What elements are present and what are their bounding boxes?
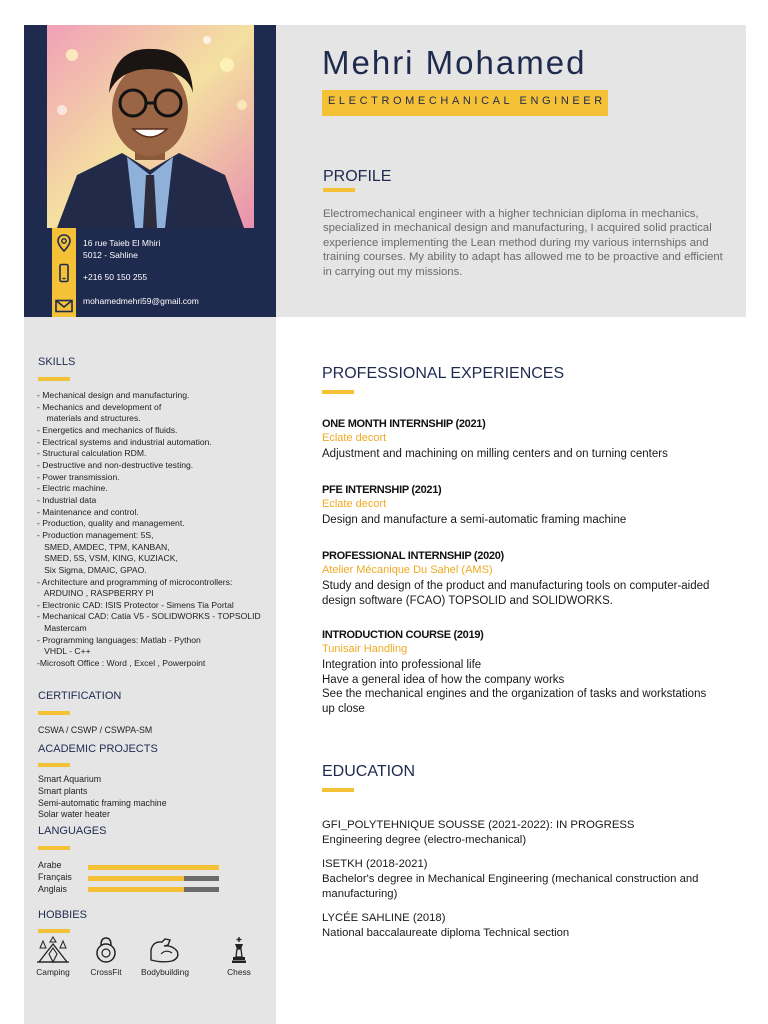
- languages-heading-bar: [38, 846, 70, 850]
- address: [83, 237, 160, 261]
- email-icon: [54, 296, 74, 316]
- education-heading: EDUCATION: [322, 763, 416, 780]
- language-level-bar: [88, 887, 219, 892]
- academic-projects-heading: ACADEMIC PROJECTS: [38, 743, 158, 755]
- skill-item: - Destructive and non-destructive testing.: [37, 459, 194, 470]
- profile-text: Electromechanical engineer with a higher technician diploma in mechanics, specialized in mechanical design and manufacturing, I acquired solid practical experience implementing the Lean method during my various internships and training courses. My ability to adapt has allowed me to be proactive and efficient in carrying out my missions.: [323, 208, 723, 278]
- hobby-chess: [209, 936, 269, 977]
- project-item: Smart plants: [38, 785, 88, 796]
- skill-item: - Programming languages: Matlab - Python: [37, 634, 201, 645]
- education-degree: Bachelor's degree in Mechanical Engineering (mechanical construction and manufacturing): [322, 873, 699, 900]
- experience-title: ONE MONTH INTERNSHIP (2021): [322, 418, 486, 430]
- skill-item: - Production management: 5S,: [37, 529, 154, 540]
- experience-company: Tunisair Handling: [322, 643, 408, 655]
- experiences-heading: PROFESSIONAL EXPERIENCES: [322, 365, 565, 382]
- language-name: Anglais: [38, 884, 67, 894]
- experience-entry: [322, 418, 742, 462]
- email-address[interactable]: mohamedmehri59@gmail.com: [83, 296, 199, 306]
- language-level-fill: [88, 865, 219, 870]
- skill-item: - Mechanics and development of: [37, 401, 162, 412]
- education-entry: [322, 819, 742, 848]
- hobbies-heading-bar: [38, 929, 70, 933]
- experience-entry: [322, 629, 742, 716]
- address-line1: 16 rue Taieb El Mhiri: [83, 238, 161, 248]
- education-degree: National baccalaureate diploma Technical section: [322, 927, 570, 939]
- project-item: Semi-automatic framing machine: [38, 797, 167, 808]
- job-title-badge: ELECTROMECHANICAL ENGINEER: [322, 90, 608, 116]
- academic-projects-heading-bar: [38, 763, 70, 767]
- phone-number: +216 50 150 255: [83, 272, 148, 282]
- language-name: Français: [38, 872, 72, 882]
- hobby-label: CrossFit: [90, 967, 122, 977]
- address-line2: 5012 - Sahline: [83, 250, 138, 260]
- experience-entry: [322, 550, 742, 608]
- experience-title: PFE INTERNSHIP (2021): [322, 484, 442, 496]
- experience-title: INTRODUCTION COURSE (2019): [322, 629, 484, 641]
- bicep-icon: [148, 936, 182, 964]
- experience-description: Integration into professional life Have a general idea of how the company works See the mechanical engines and the organization of tasks and workstations up close: [322, 659, 707, 715]
- certification-text: CSWA / CSWP / CSWPA-SM: [38, 725, 153, 735]
- experience-company: Eclate decort: [322, 498, 387, 510]
- education-degree: Engineering degree (electro-mechanical): [322, 834, 527, 846]
- skill-item: - Structural calculation RDM.: [37, 448, 147, 459]
- hobby-label: Chess: [227, 967, 251, 977]
- skills-list: [37, 390, 275, 670]
- profile-heading: PROFILE: [323, 168, 392, 185]
- languages-heading: LANGUAGES: [38, 825, 107, 837]
- skill-item: - Mechanical design and manufacturing.: [37, 390, 190, 400]
- phone-icon: [54, 263, 74, 283]
- skill-item: Mastercam: [37, 623, 87, 634]
- experience-description: Design and manufacture a semi-automatic framing machine: [322, 514, 627, 526]
- education-heading-bar: [322, 788, 354, 792]
- skills-heading-bar: [38, 377, 70, 381]
- language-level-fill: [88, 876, 184, 881]
- certification-heading-bar: [38, 711, 70, 715]
- skill-item: - Electrical systems and industrial automation.: [37, 436, 212, 447]
- skill-item: materials and structures.: [37, 413, 141, 424]
- hobby-label: Bodybuilding: [141, 967, 189, 977]
- skill-item: - Electric machine.: [37, 483, 108, 494]
- kettlebell-icon: [92, 936, 120, 964]
- skill-item: - Power transmission.: [37, 471, 120, 482]
- project-item: Solar water heater: [38, 809, 110, 820]
- education-entry: [322, 858, 742, 901]
- skill-item: SMED, 5S, VSM, KING, KUZIACK,: [37, 553, 178, 564]
- experience-company: Atelier Mécanique Du Sahel (AMS): [322, 564, 493, 576]
- education-school: LYCÉE SAHLINE (2018): [322, 912, 446, 924]
- education-school: ISETKH (2018-2021): [322, 858, 428, 870]
- skill-item: - Energetics and mechanics of fluids.: [37, 424, 178, 435]
- candidate-name: Mehri Mohamed: [322, 44, 587, 81]
- experience-entry: [322, 484, 742, 528]
- hobby-label: Camping: [36, 967, 70, 977]
- location-pin-icon: [54, 233, 74, 253]
- skill-item: - Industrial data: [37, 494, 97, 505]
- profile-heading-bar: [323, 188, 355, 192]
- certification-heading: CERTIFICATION: [38, 690, 122, 702]
- experience-company: Eclate decort: [322, 432, 387, 444]
- skill-item: - Mechanical CAD: Catia V5 - SOLIDWORKS - TOPSOLID: [37, 611, 261, 622]
- hobby-bodybuilding: [135, 936, 195, 977]
- camping-icon: [36, 936, 70, 964]
- skill-item: Six Sigma, DMAIC, GPAO.: [37, 564, 147, 575]
- skills-heading: SKILLS: [38, 356, 76, 368]
- language-level-fill: [88, 887, 184, 892]
- project-item: Smart Aquarium: [38, 774, 102, 784]
- experience-title: PROFESSIONAL INTERNSHIP (2020): [322, 550, 504, 562]
- profile-photo: [47, 25, 254, 228]
- skill-item: ARDUINO , RASPBERRY PI: [37, 588, 154, 599]
- education-entry: [322, 912, 742, 941]
- language-level-bar: [88, 876, 219, 881]
- skill-item: SMED, AMDEC, TPM, KANBAN,: [37, 541, 170, 552]
- hobby-crossfit: [76, 936, 136, 977]
- hobby-camping: [23, 936, 83, 977]
- experience-description: Study and design of the product and manufacturing tools on computer-aided design software (FCAO) TOPSOLID and SOLIDWORKS.: [322, 580, 710, 607]
- experiences-heading-bar: [322, 390, 354, 394]
- skill-item: - Electronic CAD: ISIS Protector - Simens Tia Portal: [37, 599, 234, 610]
- skill-item: VHDL - C++: [37, 646, 91, 657]
- skill-item: - Production, quality and management.: [37, 518, 185, 529]
- hobbies-heading: HOBBIES: [38, 909, 87, 921]
- academic-projects-list: [38, 774, 167, 821]
- chess-icon: [229, 936, 249, 964]
- education-school: GFI_POLYTEHNIQUE SOUSSE (2021-2022): IN PROGRESS: [322, 819, 635, 831]
- language-name: Arabe: [38, 860, 62, 870]
- experience-description: Adjustment and machining on milling centers and on turning centers: [322, 448, 668, 460]
- skill-item: - Maintenance and control.: [37, 506, 139, 517]
- skill-item: - Architecture and programming of microcontrollers:: [37, 576, 233, 587]
- language-level-bar: [88, 865, 219, 870]
- skill-item: -Microsoft Office : Word , Excel , Powerpoint: [37, 658, 206, 669]
